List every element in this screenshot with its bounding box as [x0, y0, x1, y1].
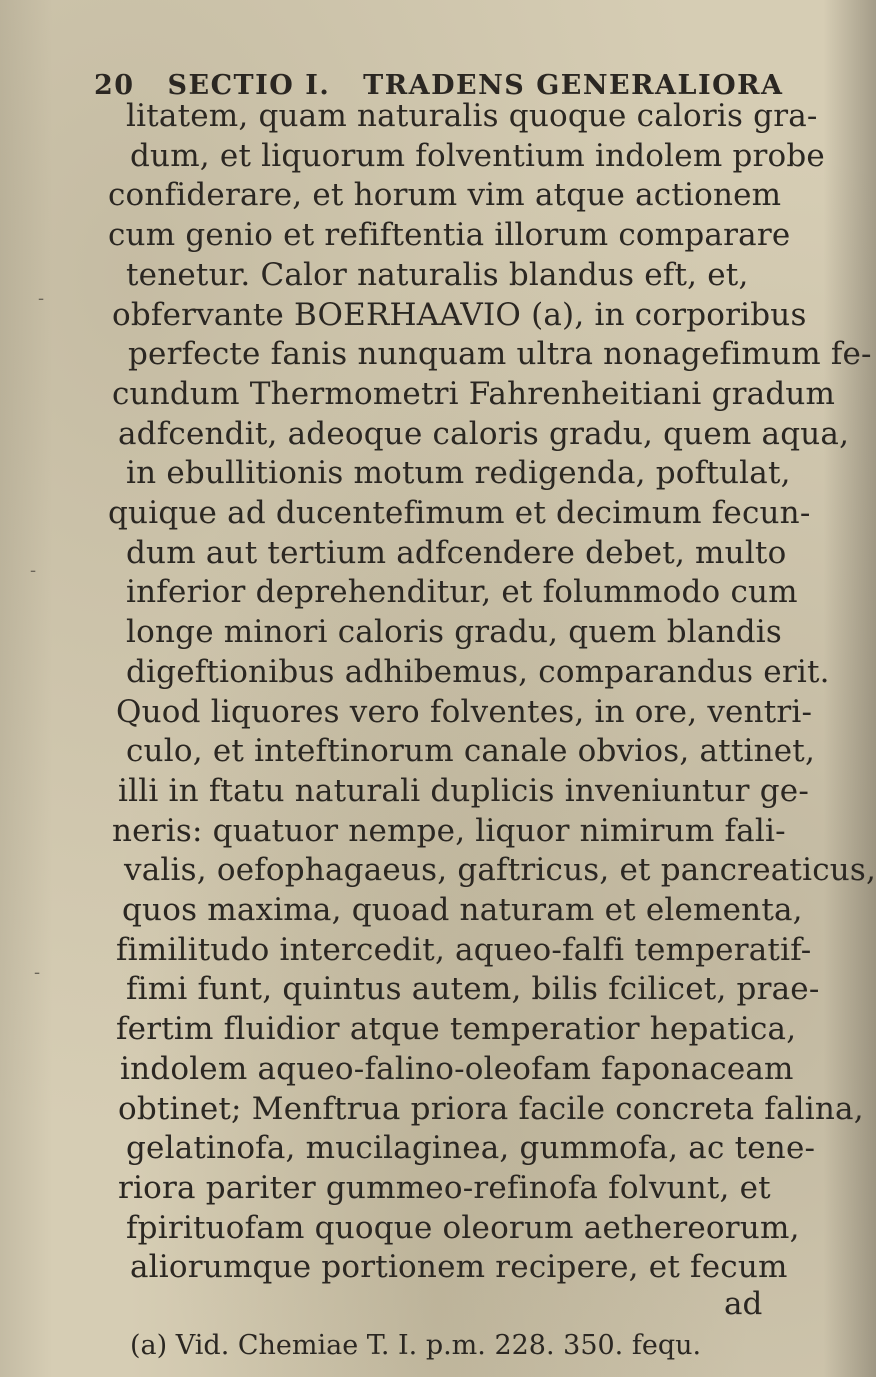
page-number: 20 — [94, 70, 135, 101]
text-line: culo, et inteftinorum canale obvios, attinet, — [126, 733, 816, 770]
header-title: TRADENS GENERALIORA — [363, 70, 784, 101]
margin-dash-mark: - — [38, 288, 45, 309]
margin-dash-mark: - — [34, 962, 41, 983]
text-line: perfecte fanis nunquam ultra nonagefimum fe- — [128, 336, 872, 373]
catchword: ad — [724, 1286, 763, 1322]
text-line: adfcendit, adeoque caloris gradu, quem aqua, — [118, 415, 850, 452]
text-line: quos maxima, quoad naturam et elementa, — [122, 892, 803, 928]
text-line: obtinet; Menftrua priora facile concreta falina, — [118, 1090, 864, 1127]
text-line: cundum Thermometri Fahrenheitiani gradum — [112, 375, 836, 412]
text-line: litatem, quam naturalis quoque caloris gra- — [126, 98, 818, 134]
text-line: fpirituofam quoque oleorum aethereorum, — [126, 1209, 800, 1246]
text-line: cum genio et refiftentia illorum comparare — [108, 217, 791, 254]
text-line: illi in ftatu naturali duplicis inveniuntur ge- — [118, 772, 810, 809]
text-line: riora pariter gummeo-refinofa folvunt, et — [118, 1169, 771, 1206]
text-line: dum aut tertium adfcendere debet, multo — [126, 534, 787, 571]
text-line: quique ad ducentefimum et decimum fecun- — [108, 495, 811, 531]
text-line: fimi funt, quintus autem, bilis fcilicet, prae- — [126, 971, 820, 1008]
section-label: SECTIO I. — [167, 70, 331, 101]
text-line: obfervante BOERHAAVIO (a), in corporibus — [112, 296, 807, 333]
text-line: fimilitudo intercedit, aqueo-falfi temperatif- — [116, 931, 812, 968]
text-line: confiderare, et horum vim atque actionem — [108, 177, 782, 214]
text-line: neris: quatuor nempe, liquor nimirum fali- — [112, 812, 786, 849]
text-line: inferior deprehenditur, et folummodo cum — [126, 574, 798, 611]
text-line: dum, et liquorum folventium indolem probe — [130, 137, 825, 174]
text-line: gelatinofa, mucilaginea, gummofa, ac tene- — [126, 1130, 816, 1167]
text-line: aliorumque portionem recipere, et fecum — [130, 1249, 788, 1286]
text-line: fertim fluidior atque temperatior hepatica, — [116, 1011, 797, 1048]
text-line: tenetur. Calor naturalis blandus eft, et, — [126, 256, 749, 293]
margin-dash-mark: - — [30, 560, 37, 581]
text-line: digeftionibus adhibemus, comparandus erit. — [126, 653, 830, 690]
footnote: (a) Vid. Chemiae T. I. p.m. 228. 350. fequ. — [130, 1330, 702, 1361]
text-line: in ebullitionis motum redigenda, poftulat, — [126, 455, 791, 492]
text-line: Quod liquores vero folventes, in ore, ventri- — [116, 693, 813, 730]
text-line: indolem aqueo-falino-oleofam faponaceam — [120, 1050, 794, 1087]
text-line: valis, oefophagaeus, gaftricus, et pancreaticus, — [124, 852, 876, 889]
text-line: longe minori caloris gradu, quem blandis — [126, 614, 782, 651]
